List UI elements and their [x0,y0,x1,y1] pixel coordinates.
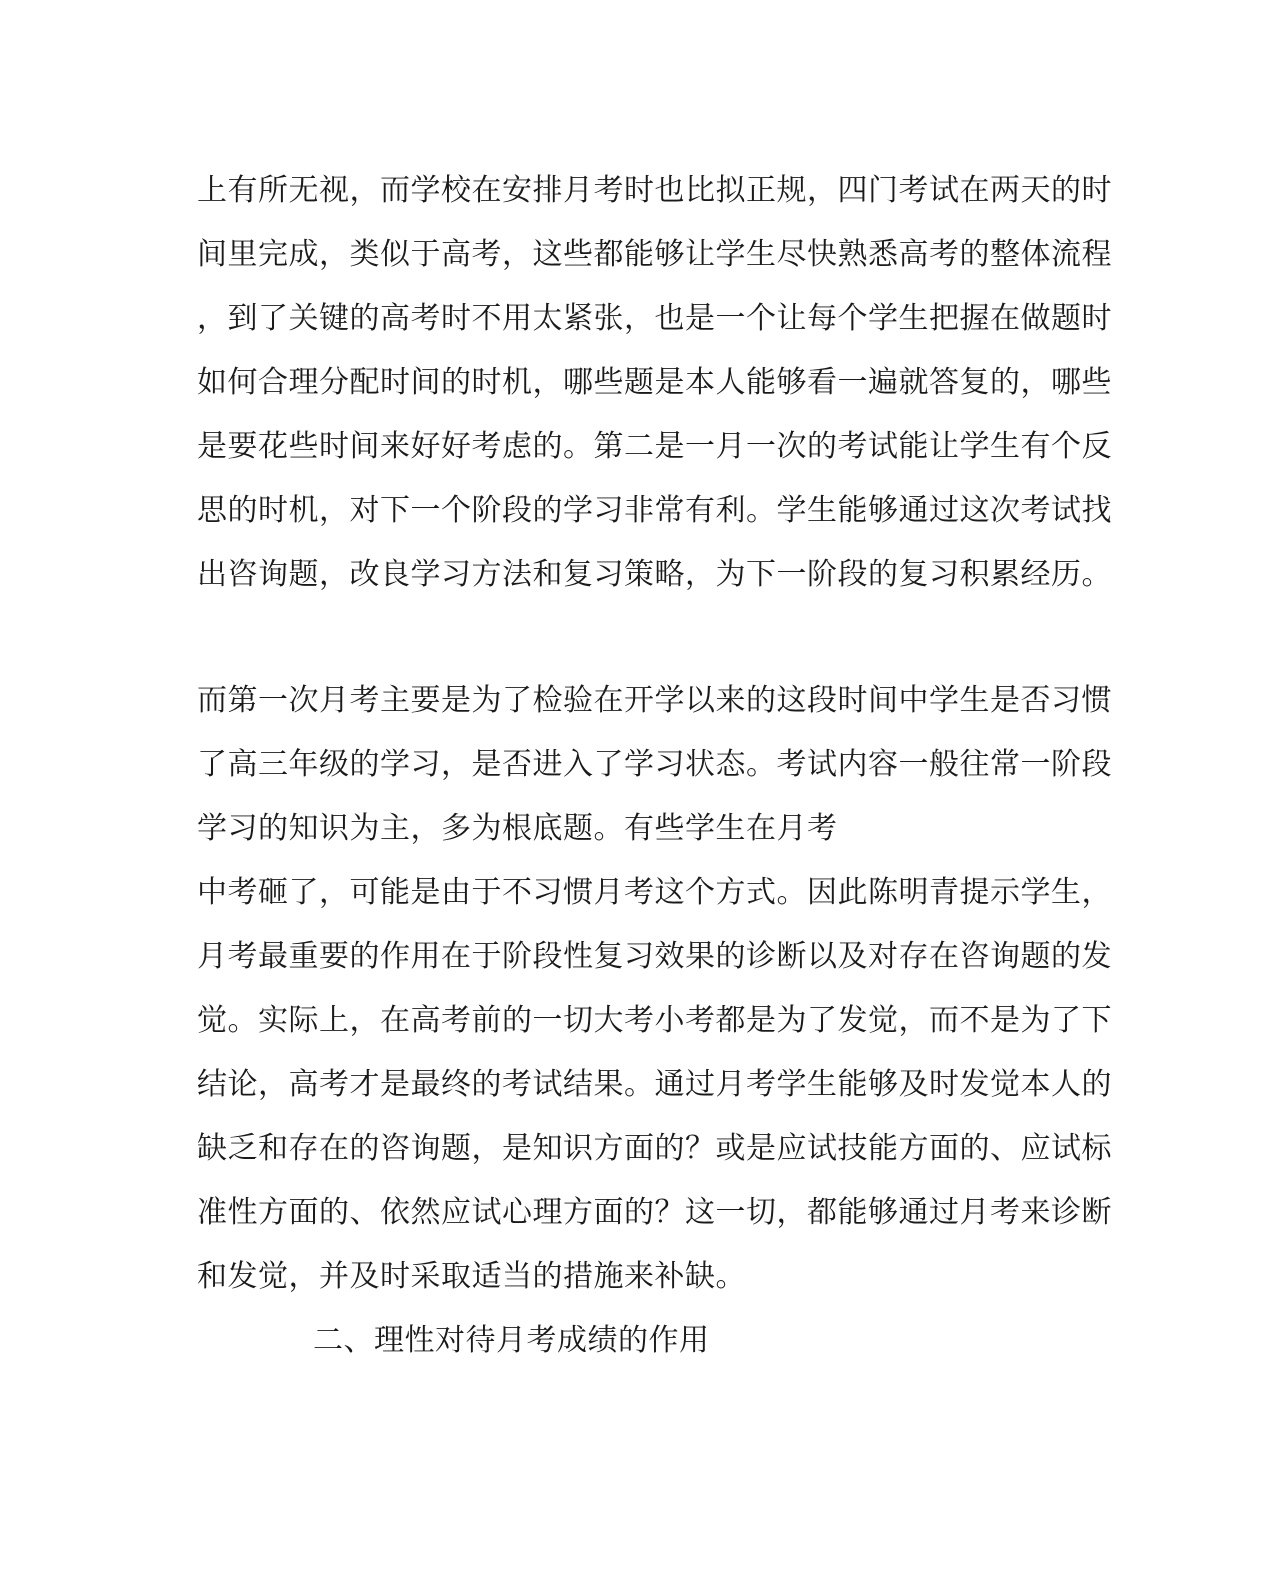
paragraph-line: 结论，高考才是最终的考试结果。通过月考学生能够及时发觉本人的 [197,1067,1112,1102]
paragraph-line: 是要花些时间来好好考虑的。第二是一月一次的考试能让学生有个反 [197,429,1112,464]
paragraph-line: 间里完成，类似于高考，这些都能够让学生尽快熟悉高考的整体流程 [197,237,1112,272]
paragraph-line: ，到了关键的高考时不用太紧张，也是一个让每个学生把握在做题时 [197,301,1112,336]
paragraph-line: 学习的知识为主，多为根底题。有些学生在月考 [197,811,838,846]
section-heading: 二、理性对待月考成绩的作用 [313,1323,710,1358]
paragraph-line: 缺乏和存在的咨询题，是知识方面的？或是应试技能方面的、应试标 [197,1131,1112,1166]
paragraph-line: 和发觉，并及时采取适当的措施来补缺。 [197,1259,746,1294]
paragraph-line: 而第一次月考主要是为了检验在开学以来的这段时间中学生是否习惯 [197,683,1112,718]
paragraph-line: 了高三年级的学习，是否进入了学习状态。考试内容一般往常一阶段 [197,747,1112,782]
paragraph-line: 中考砸了，可能是由于不习惯月考这个方式。因此陈明青提示学生， [197,875,1112,910]
paragraph-line: 出咨询题，改良学习方法和复习策略，为下一阶段的复习积累经历。 [197,557,1112,592]
paragraph-line: 觉。实际上，在高考前的一切大考小考都是为了发觉，而不是为了下 [197,1003,1112,1038]
paragraph-line: 准性方面的、依然应试心理方面的？这一切，都能够通过月考来诊断 [197,1195,1112,1230]
paragraph-line: 上有所无视，而学校在安排月考时也比拟正规，四门考试在两天的时 [197,173,1112,208]
paragraph-line: 思的时机，对下一个阶段的学习非常有利。学生能够通过这次考试找 [197,493,1112,528]
paragraph-line: 月考最重要的作用在于阶段性复习效果的诊断以及对存在咨询题的发 [197,939,1112,974]
paragraph-line: 如何合理分配时间的时机，哪些题是本人能够看一遍就答复的，哪些 [197,365,1112,400]
